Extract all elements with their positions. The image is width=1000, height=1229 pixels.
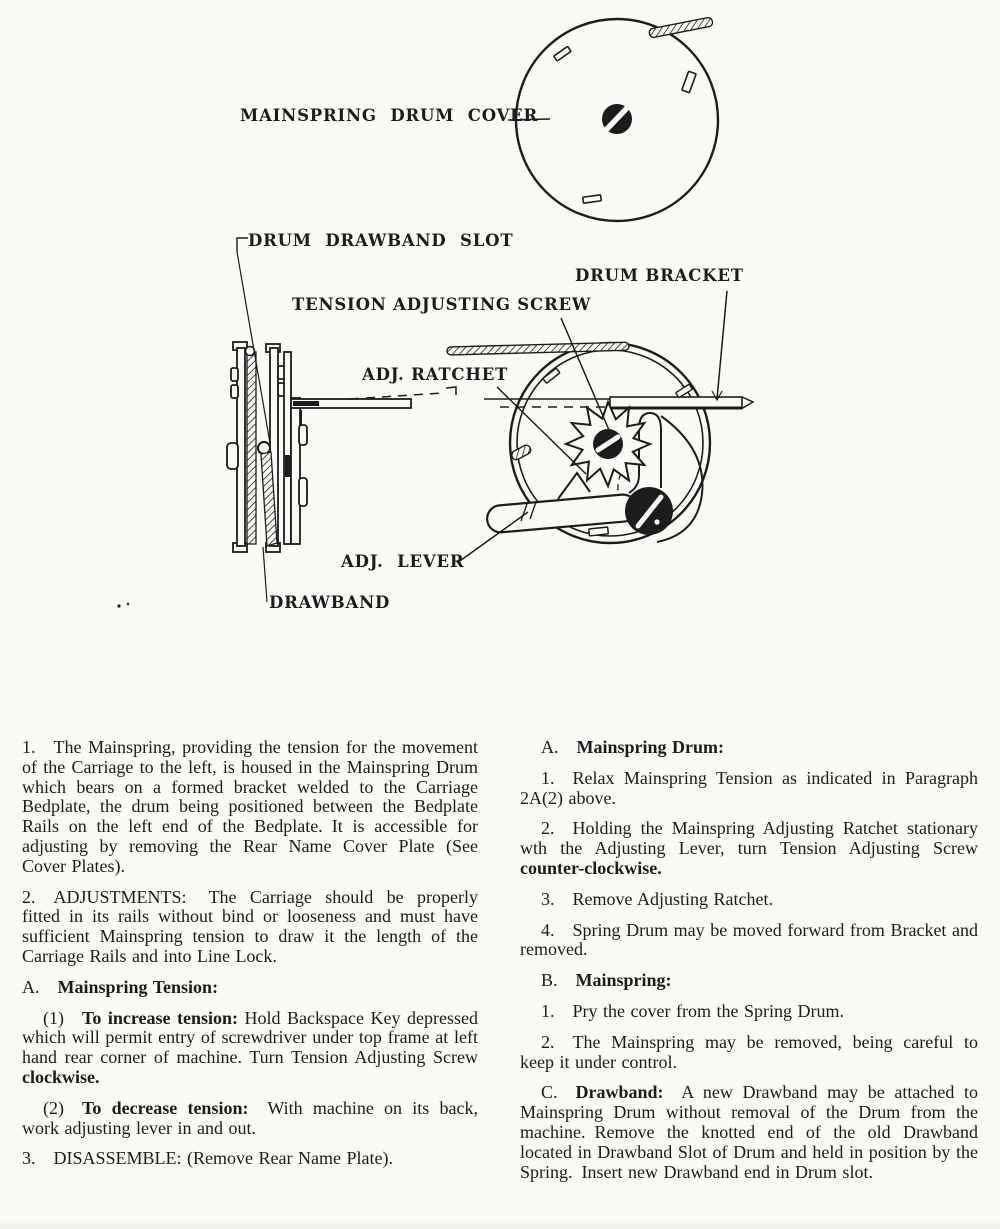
paragraph: 2. The Mainspring may be removed, being careful to keep it under control. [520,1031,978,1072]
paragraph: A. Mainspring Tension: [22,976,219,997]
label-drum-drawband-slot: DRUM DRAWBAND SLOT [248,231,514,250]
drum-cover-drawing [508,17,718,221]
label-drawband: DRAWBAND [269,593,391,612]
paragraph: 3. Remove Adjusting Ratchet. [541,888,773,909]
paragraph: C. Drawband: A new Drawband may be attached to Mainspring Drum without removal of the Drum from the machine. Remove the knotted end of the old Drawband located in Drawband Slot of Drum and held in position by the Spring. Insert new Drawband end in Drum slot. [520,1082,978,1182]
drawband-strip [447,342,629,355]
paragraph: B. Mainspring: [541,970,672,991]
adj-lever-arm [486,493,638,533]
text-column-right [520,738,978,1193]
paragraph: 1. Relax Mainspring Tension as indicated in Paragraph 2A(2) above. [520,767,978,808]
leader-drawband [263,547,267,602]
leader-tension-screw [561,318,612,437]
leader-drawband-slot [237,238,248,252]
label-mainspring-drum-cover: MAINSPRING DRUM COVER [240,106,539,125]
label-adj-ratchet: ADJ. RATCHET [362,365,509,384]
mainspring-coil-section [247,352,256,544]
paragraph: 2. ADJUSTMENTS: The Carriage should be properly fitted in its rails without bind or looseness and must have sufficient Mainspring tension to draw it the length of the Carriage Rails and into Line Lock. [22,886,478,966]
leader-drum-bracket [717,291,727,399]
paragraph: (1) To increase tension: Hold Backspace Key depressed which will permit entry of screwdriver under top frame at left hand rear corner of machine. Turn Tension Adjusting Screw clockwise. [22,1007,478,1087]
scan-edge-shadow [0,1221,1000,1229]
label-drum-bracket: DRUM BRACKET [575,266,744,285]
paragraph: (2) To decrease tension: With machine on its back, work adjusting lever in and out. [22,1097,478,1138]
paragraph: 1. The Mainspring, providing the tension for the movement of the Carriage to the left, is housed in the Mainspring Drum which bears on a formed bracket welded to the Carriage Bedplate, the drum being positioned between the Bedplate Rails on the left end of the Bedplate. It is accessible for adjusting by removing the Rear Name Cover Plate (See Cover Plates). [22,737,478,876]
paragraph: 4. Spring Drum may be moved forward from Bracket and removed. [520,919,978,960]
text-column-left [22,738,478,1180]
paragraph: 2. Holding the Mainspring Adjusting Ratchet stationary wth the Adjusting Lever, turn Tension Adjusting Screw counter-clockwise. [520,818,978,878]
paragraph: 3. DISASSEMBLE: (Remove Rear Name Plate). [22,1148,393,1169]
paragraph: A. Mainspring Drum: [541,737,725,757]
label-adj-lever: ADJ. LEVER [341,552,465,571]
label-tension-adjusting-screw: TENSION ADJUSTING SCREW [292,295,592,314]
paragraph: 1. Pry the cover from the Spring Drum. [541,1000,844,1021]
